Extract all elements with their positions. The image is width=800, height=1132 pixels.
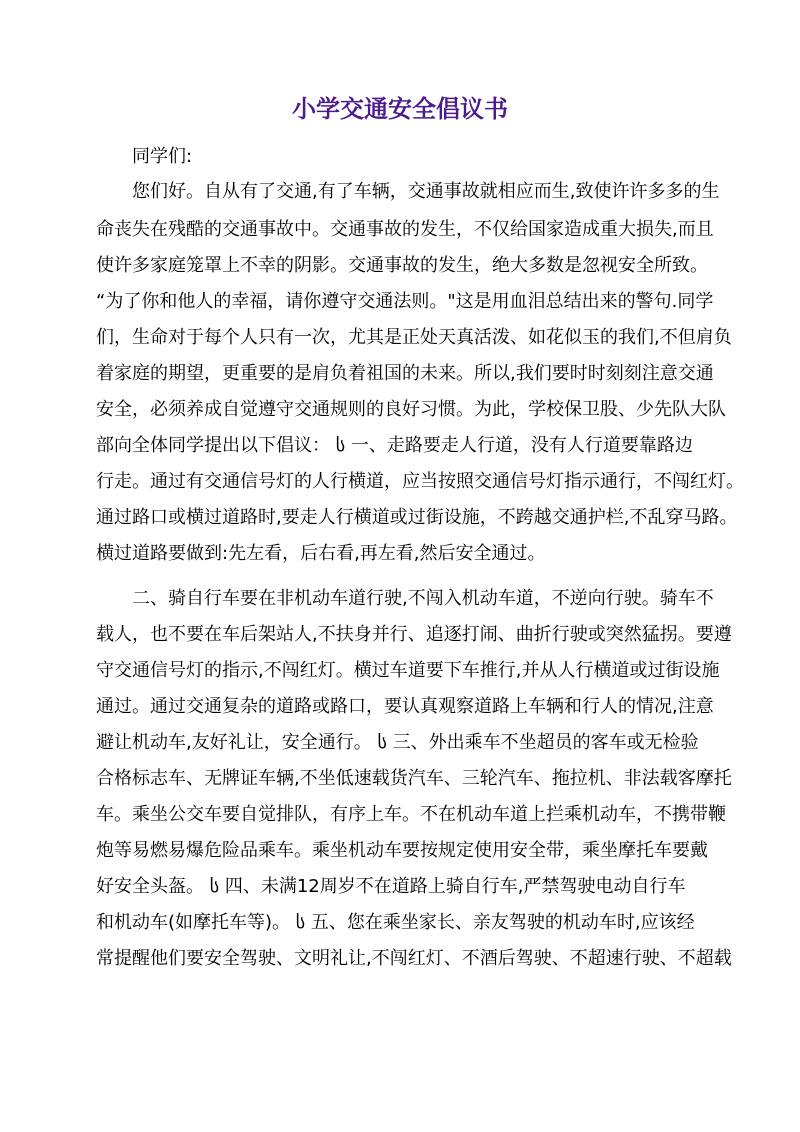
text-line: 横过道路要做到:先左看，后右看,再左看,然后安全通过。 xyxy=(96,543,546,564)
text-line: 通过路口或横过道路时,要走人行横道或过街设施，不跨越交通护栏,不乱穿马路。 xyxy=(96,507,738,528)
text-line: 载人，也不要在车后架站人,不扶身并行、追逐打闹、曲折行驶或突然猛拐。要遵 xyxy=(96,624,732,645)
text-line: 炮等易燃易爆危险品乘车。乘坐机动车要按规定使用安全带，乘坐摩托车要戴 xyxy=(96,840,708,861)
text-line: 和机动车(如摩托车等)。 ს 五、您在乘坐家长、亲友驾驶的机动车时,应该经 xyxy=(96,912,695,933)
text-line: 合格标志车、无牌证车辆,不坐低速载货汽车、三轮汽车、拖拉机、非法载客摩托 xyxy=(96,768,732,789)
text-line: 部向全体同学提出以下倡议： ს 一、走路要走人行道，没有人行道要靠路边 xyxy=(96,435,693,456)
text-line: 您们好。自从有了交通,有了车辆，交通事故就相应而生,致使许许多多的生 xyxy=(132,181,720,202)
text-line: 通过。通过交通复杂的道路或路口，要认真观察道路上车辆和行人的情况,注意 xyxy=(96,696,714,717)
text-line: 守交通信号灯的指示,不闯红灯。横过车道要下车推行,并从人行横道或过街设施 xyxy=(96,660,720,681)
text-line: 命丧失在残酷的交通事故中。交通事故的发生，不仅给国家造成重大损失,而且 xyxy=(96,219,714,240)
text-line: 着家庭的期望，更重要的是肩负着祖国的未来。所以,我们要时时刻刻注意交通 xyxy=(96,363,714,384)
text-line: 二、骑自行车要在非机动车道行驶,不闯入机动车道，不逆向行驶。骑车不 xyxy=(132,588,714,609)
text-line: 避让机动车,友好礼让，安全通行。 ს 三、外出乘车不坐超员的客车或无检验 xyxy=(96,732,699,753)
text-line: “为了你和他人的幸福，请你遵守交通法则。"这是用血泪总结出来的警句.同学 xyxy=(96,291,714,312)
text-line: 们，生命对于每个人只有一次，尤其是正处天真活泼、如花似玉的我们,不但肩负 xyxy=(96,327,732,348)
text-line: 行走。通过有交通信号灯的人行横道，应当按照交通信号灯指示通行，不闯红灯。 xyxy=(96,471,744,492)
text-line: 安全，必须养成自觉遵守交通规则的良好习惯。为此，学校保卫股、少先队大队 xyxy=(96,399,726,420)
document-title: 小学交通安全倡议书 xyxy=(292,95,508,123)
text-line: 常提醒他们要安全驾驶、文明礼让,不闯红灯、不酒后驾驶、不超速行驶、不超载 xyxy=(96,948,732,969)
text-line: 车。乘坐公交车要自觉排队，有序上车。不在机动车道上拦乘机动车，不携带鞭 xyxy=(96,804,726,825)
text-line: 使许多家庭笼罩上不幸的阴影。交通事故的发生，绝大多数是忽视安全所致。 xyxy=(96,255,708,276)
salutation: 同学们: xyxy=(132,146,193,167)
text-line: 好安全头盔。 ს 四、未满12周岁不在道路上骑自行车,严禁驾驶电动自行车 xyxy=(96,876,686,897)
